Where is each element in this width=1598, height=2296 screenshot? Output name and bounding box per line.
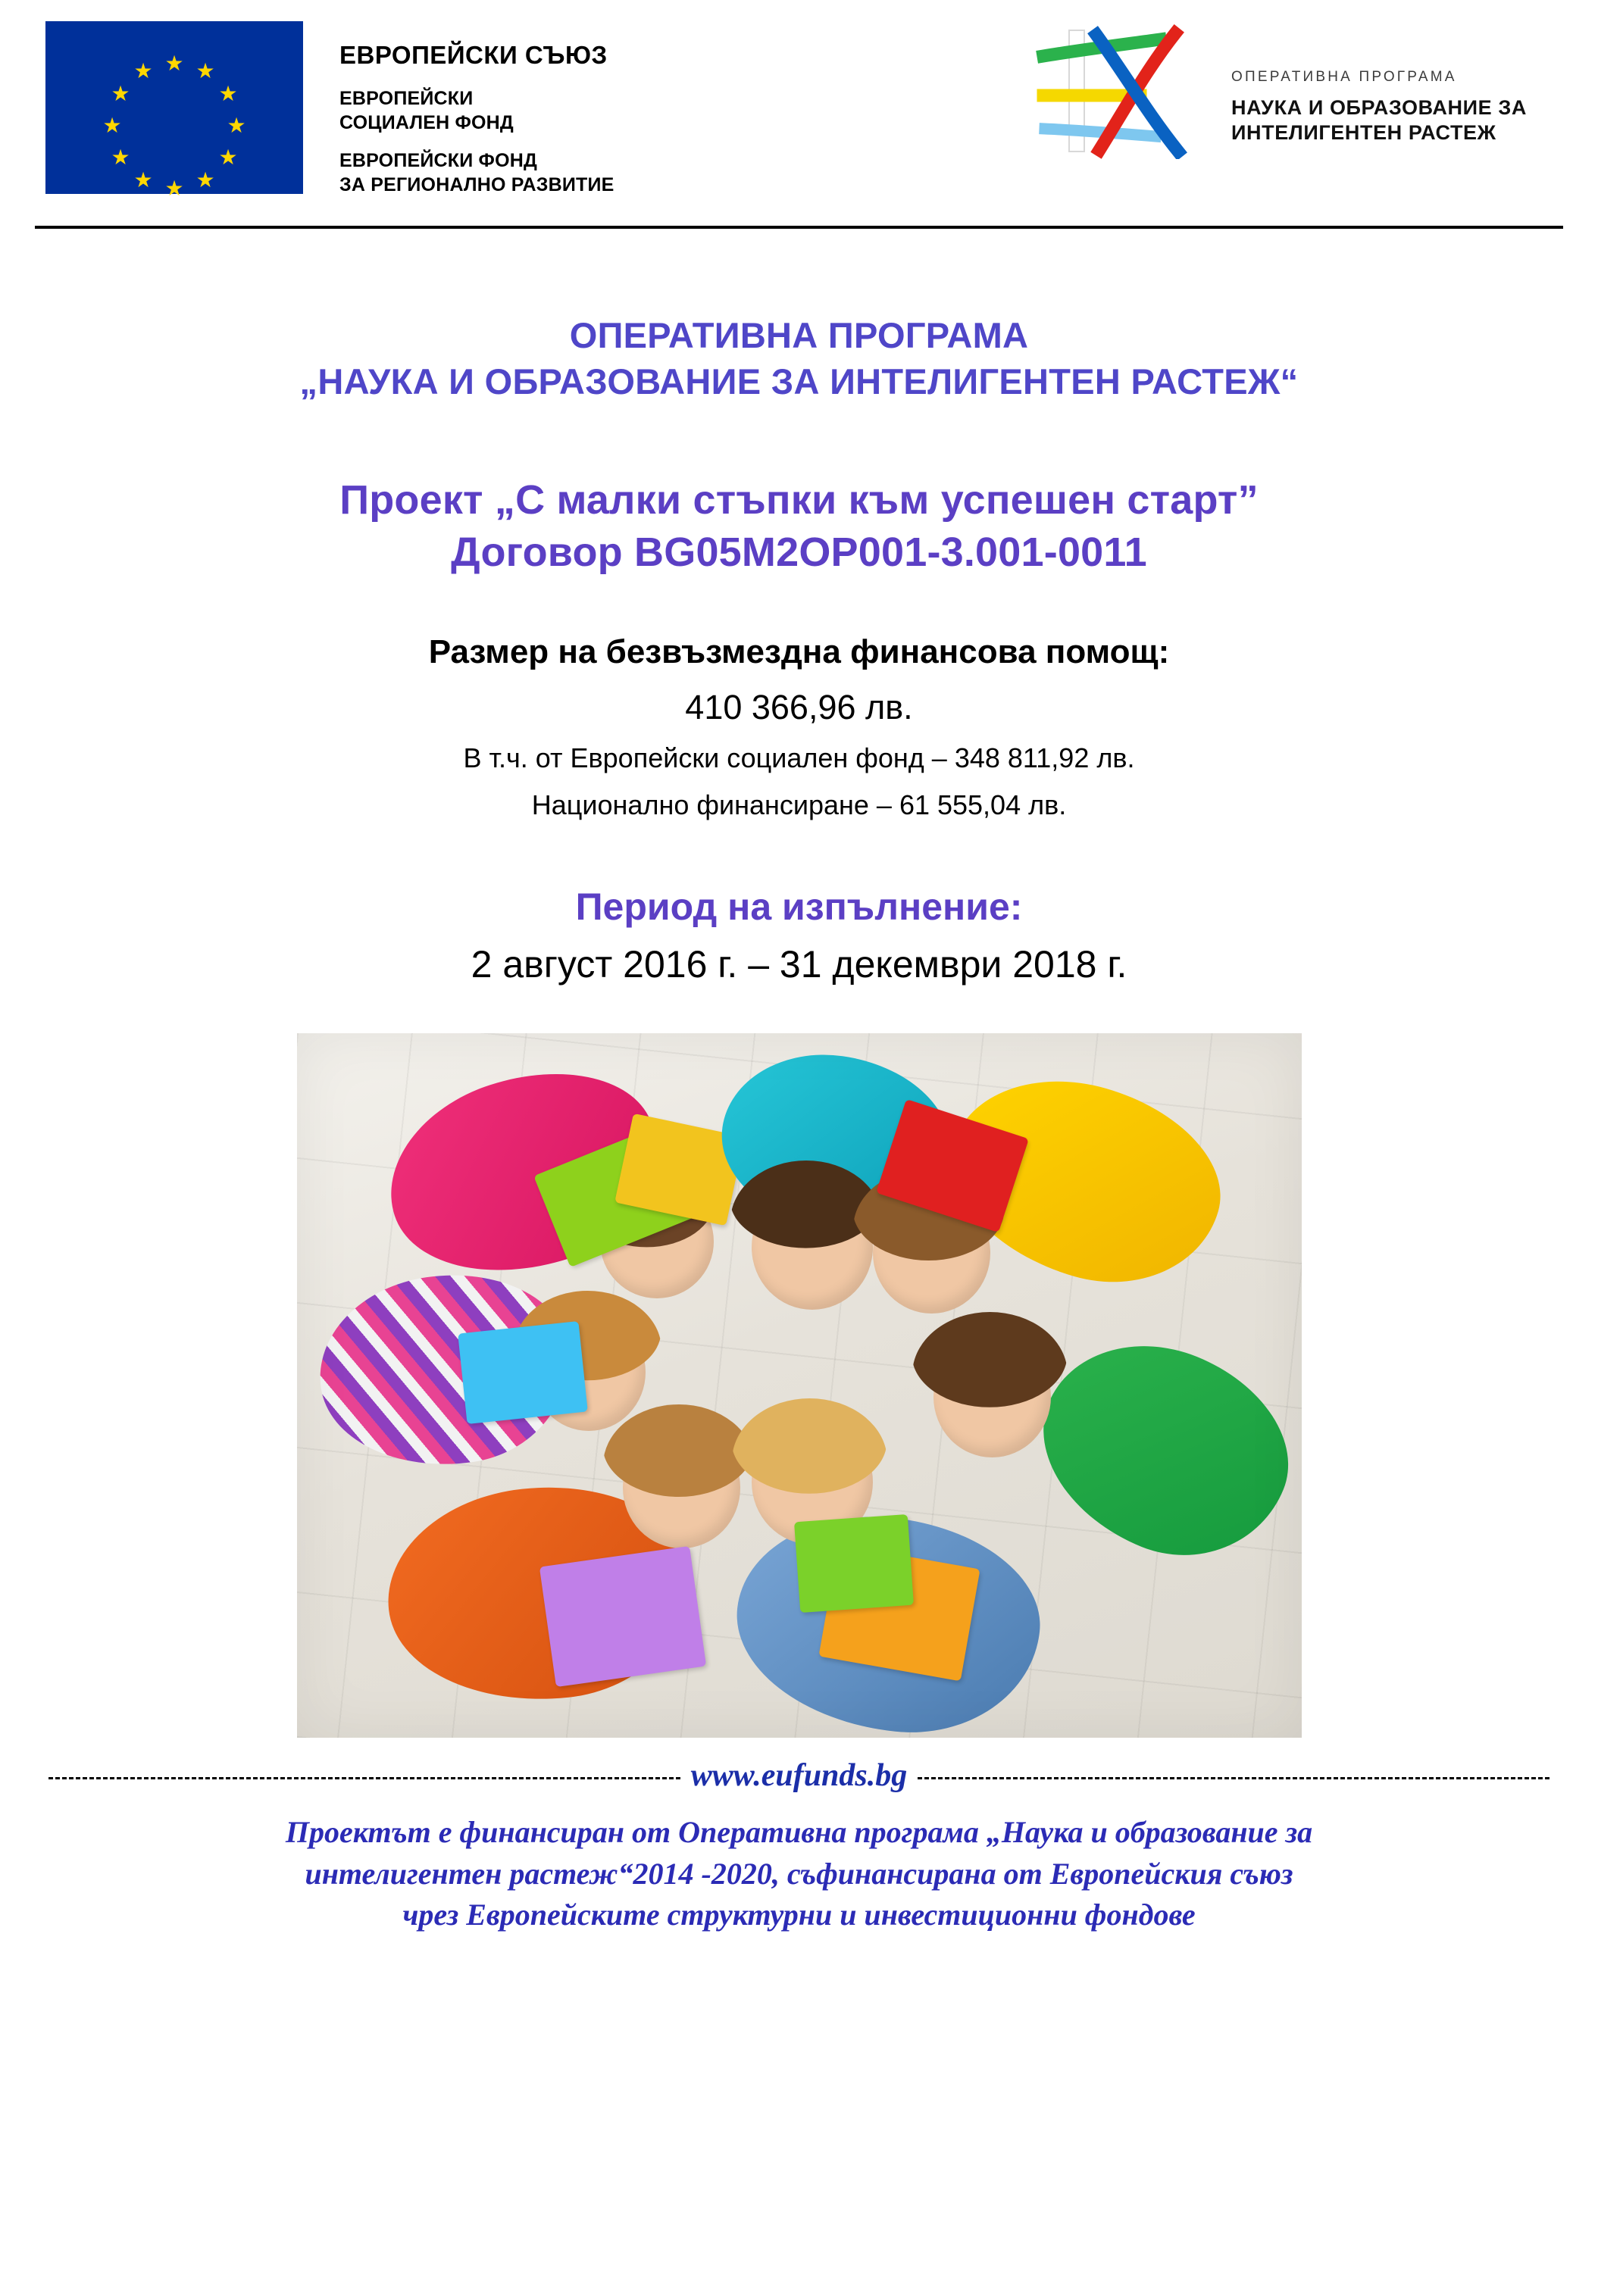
- project-contract-number: Договор BG05M2OP001-3.001-0011: [451, 529, 1147, 576]
- eu-logo-text: [339, 21, 614, 211]
- footer-disclaimer-line3: чрез Европейските структурни и инвестиционни фондове: [402, 1898, 1196, 1932]
- footer-dashed-line-right: [918, 1777, 1550, 1779]
- eu-flag-icon: ★ ★ ★ ★ ★ ★ ★ ★ ★ ★ ★ ★: [45, 21, 303, 194]
- project-title: [0, 474, 1598, 579]
- period-label: Период на изпълнение:: [575, 886, 1023, 929]
- op-logo-text: [1231, 37, 1527, 145]
- program-name-line2: „НАУКА И ОБРАЗОВАНИЕ ЗА ИНТЕЛИГЕНТЕН РАСТЕЖ“: [299, 361, 1299, 402]
- eu-logo-block: [45, 21, 614, 211]
- eu-title: ЕВРОПЕЙСКИ СЪЮЗ: [339, 41, 608, 69]
- footer-disclaimer-line1: Проектът е финансиран от Оперативна програма „Наука и образование за: [285, 1815, 1313, 1850]
- eu-fund-erdf-line2: ЗА РЕГИОНАЛНО РАЗВИТИЕ: [339, 174, 614, 195]
- document-body: [0, 198, 1598, 1738]
- eu-fund-esf: [339, 86, 614, 135]
- book-lime: [793, 1514, 913, 1613]
- grant-esf-share: В т.ч. от Европейски социален фонд – 348 811,92 лв.: [463, 742, 1135, 774]
- document-header: [0, 0, 1598, 198]
- period-value: 2 август 2016 г. – 31 декември 2018 г.: [471, 943, 1127, 986]
- grant-national-share: Национално финансиране – 61 555,04 лв.: [531, 789, 1067, 821]
- project-title-line1: Проект „С малки стъпки към успешен старт”: [339, 477, 1259, 523]
- op-logo-small-line: ОПЕРАТИВНА ПРОГРАМА: [1231, 68, 1457, 85]
- footer-disclaimer: [0, 1812, 1598, 1935]
- eu-fund-esf-line1: ЕВРОПЕЙСКИ: [339, 88, 474, 109]
- footer-website-row: [0, 1757, 1598, 1794]
- op-logo-big-line2: ИНТЕЛИГЕНТЕН РАСТЕЖ: [1231, 120, 1496, 144]
- eufunds-website-link[interactable]: www.eufunds.bg: [690, 1758, 908, 1794]
- footer-dashed-line-left: [48, 1777, 680, 1779]
- program-name-line1: ОПЕРАТИВНА ПРОГРАМА: [569, 315, 1029, 355]
- eu-fund-esf-line2: СОЦИАЛЕН ФОНД: [339, 112, 514, 133]
- grant-amount: 410 366,96 лв.: [685, 688, 913, 727]
- header-divider: [35, 226, 1563, 229]
- op-logo-big-line1: НАУКА И ОБРАЗОВАНИЕ ЗА: [1231, 95, 1527, 119]
- program-name: [0, 312, 1598, 405]
- eu-fund-erdf-line1: ЕВРОПЕЙСКИ ФОНД: [339, 150, 538, 171]
- grant-label: Размер на безвъзмездна финансова помощ:: [428, 633, 1170, 671]
- children-photo: [297, 1033, 1302, 1738]
- op-ribbon-icon: [1027, 23, 1209, 159]
- footer-disclaimer-line2: интелигентен растеж“2014 -2020, съфинансирана от Европейския съюз: [305, 1856, 1293, 1891]
- op-logo-block: [1027, 23, 1527, 159]
- document-footer: [0, 1757, 1598, 1935]
- header-logos-row: [36, 21, 1562, 211]
- book-blue: [458, 1321, 588, 1424]
- book-purple: [539, 1546, 705, 1687]
- eu-fund-erdf: [339, 148, 614, 197]
